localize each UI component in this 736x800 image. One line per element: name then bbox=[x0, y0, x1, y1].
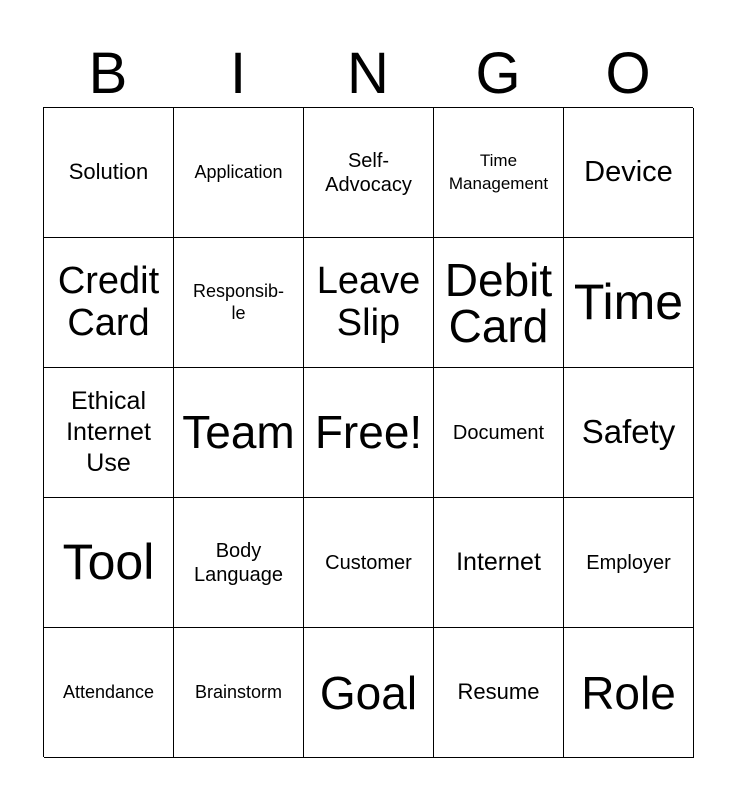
cell-label: Resume bbox=[457, 679, 540, 705]
bingo-cell[interactable] bbox=[564, 108, 694, 238]
cell-label: Device bbox=[584, 155, 673, 188]
bingo-header bbox=[43, 40, 693, 108]
bingo-cell[interactable] bbox=[304, 238, 434, 368]
cell-label: Ethical Internet Use bbox=[66, 386, 151, 478]
cell-label: Document bbox=[452, 421, 545, 444]
bingo-cell[interactable] bbox=[44, 498, 174, 628]
header-letter-b: B bbox=[88, 41, 128, 106]
bingo-board bbox=[43, 107, 693, 757]
cell-label: Attendance bbox=[62, 681, 155, 702]
bingo-cell[interactable] bbox=[434, 628, 564, 758]
cell-label: Safety bbox=[581, 413, 676, 451]
cell-label: Internet bbox=[456, 547, 541, 576]
bingo-cell[interactable] bbox=[174, 368, 304, 498]
cell-label: Debit Card bbox=[444, 253, 553, 352]
header-letter-n: N bbox=[347, 41, 389, 106]
free-space-label: Free! bbox=[314, 406, 423, 459]
bingo-cell[interactable] bbox=[434, 498, 564, 628]
bingo-cell[interactable] bbox=[564, 368, 694, 498]
free-space-cell[interactable] bbox=[304, 368, 434, 498]
bingo-cell[interactable] bbox=[304, 108, 434, 238]
bingo-cell[interactable] bbox=[304, 628, 434, 758]
header-letter-o: O bbox=[605, 41, 651, 106]
cell-label: Tool bbox=[62, 534, 155, 591]
cell-label: Responsib- le bbox=[192, 281, 285, 323]
bingo-cell[interactable] bbox=[434, 368, 564, 498]
bingo-cell[interactable] bbox=[564, 628, 694, 758]
header-letter-g: G bbox=[475, 41, 521, 106]
bingo-cell[interactable] bbox=[44, 628, 174, 758]
bingo-cell[interactable] bbox=[174, 628, 304, 758]
cell-label: Application bbox=[194, 161, 283, 182]
bingo-cell[interactable] bbox=[564, 498, 694, 628]
bingo-cell[interactable] bbox=[304, 498, 434, 628]
header-letter-i: I bbox=[229, 41, 247, 106]
bingo-cell[interactable] bbox=[44, 368, 174, 498]
cell-label: Team bbox=[182, 406, 295, 459]
cell-label: Time bbox=[573, 274, 684, 331]
bingo-cell[interactable] bbox=[174, 238, 304, 368]
cell-label: Brainstorm bbox=[194, 681, 283, 702]
cell-label: Body Language bbox=[194, 539, 283, 586]
cell-label: Goal bbox=[319, 666, 418, 719]
bingo-cell[interactable] bbox=[44, 108, 174, 238]
bingo-cell[interactable] bbox=[174, 108, 304, 238]
cell-label: Credit Card bbox=[57, 259, 160, 344]
cell-label: Self- Advocacy bbox=[325, 149, 412, 196]
bingo-cell[interactable] bbox=[44, 238, 174, 368]
cell-label: Role bbox=[581, 666, 676, 719]
cell-label: Customer bbox=[325, 551, 412, 574]
bingo-cell[interactable] bbox=[174, 498, 304, 628]
bingo-cell[interactable] bbox=[434, 238, 564, 368]
cell-label: Solution bbox=[68, 159, 149, 185]
bingo-cell[interactable] bbox=[564, 238, 694, 368]
bingo-cell[interactable] bbox=[434, 108, 564, 238]
cell-label: Time Management bbox=[448, 151, 549, 193]
cell-label: Employer bbox=[586, 551, 671, 574]
cell-label: Leave Slip bbox=[316, 259, 421, 344]
